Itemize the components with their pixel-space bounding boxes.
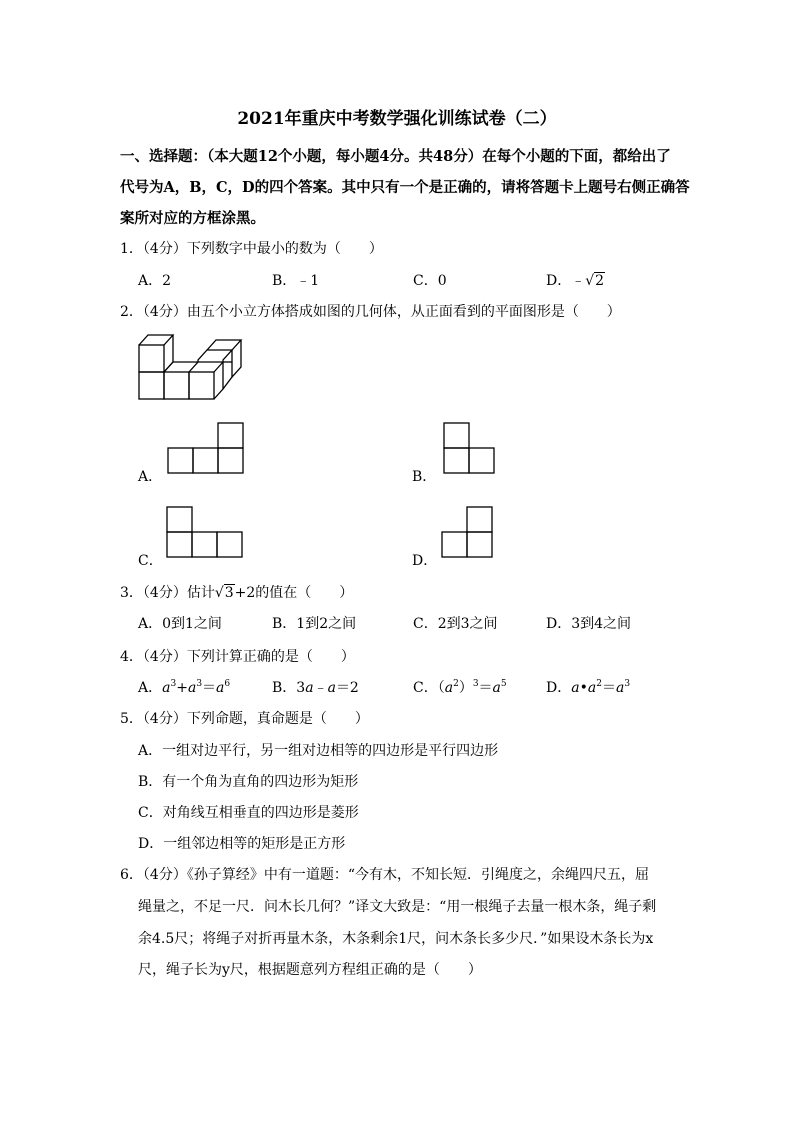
q3-stem-suffix: +2的值在（ ） [234,585,354,601]
q4-option-d-label: D． [546,680,572,696]
q6-line2: 绳量之，不足一尺．问木长几何？”译文大致是：“用一根绳子去量一根木条，绳子剩 [138,899,657,915]
q2-option-c-label: C． [138,553,163,569]
q1-option-b: B．﹣1 [272,273,320,289]
q5-option-d: D．一组邻边相等的矩形是正方形 [138,836,346,852]
q1-option-d-prefix: D．﹣ [546,273,586,289]
q4-option-a: A．$a^3+a^3=a^6$ [138,679,231,696]
q2-option-d-figure [441,505,497,559]
q3-radicand: 3 [224,585,234,601]
q2-option-c-figure [166,505,246,559]
q1-option-a: A．2 [138,273,172,289]
q1-option-d [546,270,605,290]
q5-option-c: C．对角线互相垂直的四边形是菱形 [138,805,359,821]
section-instructions-line1: 一、选择题：（本大题12个小题，每小题4分。共48分）在每个小题的下面，都给出了 [120,148,671,165]
q3-stem-prefix: 3．（4分）估计 [120,585,215,601]
q3-option-d: D．3到4之间 [546,616,632,632]
q4-option-c: C．$(a^2)^3=a^5$ [413,679,507,696]
q1-option-c: C．0 [413,273,447,289]
section-instructions-line2: 代号为A，B，C，D的四个答案。其中只有一个是正确的，请将答题卡上题号右侧正确答 [120,179,690,196]
q2-option-d-label: D． [412,553,438,569]
q4-option-c-label: C． [413,680,438,696]
q6-line4: 尺，绳子长为y尺，根据题意列方程组正确的是（ ） [138,962,482,978]
q4-option-b-label: B． [272,680,297,696]
q3-option-a: A．0到1之间 [138,616,222,632]
q2-option-a-figure [168,421,248,475]
section-instructions-line3: 案所对应的方框涂黑。 [120,210,265,227]
q2-solid-figure [130,330,250,405]
sqrt-symbol: √3 [214,585,234,601]
q2-option-b-figure [443,421,499,475]
q3-stem [120,582,353,602]
sqrt-symbol: √2 [585,273,605,289]
q4-option-a-label: A． [138,680,163,696]
q3-option-b: B．1到2之间 [272,616,357,632]
q5-stem: 5．（4分）下列命题，真命题是（ ） [120,711,369,727]
q6-line3: 余4.5尺；将绳子对折再量木条，木条剩余1尺，问木条长多少尺．”如果设木条长为x [138,931,654,947]
q2-stem: 2．（4分）由五个小立方体搭成如图的几何体，从正面看到的平面图形是（ ） [120,304,621,320]
q4-option-b: B．3a﹣a＝2 [272,680,359,696]
q5-option-b: B．有一个角为直角的四边形为矩形 [138,774,359,790]
q1-stem: 1．（4分）下列数字中最小的数为（ ） [120,241,383,257]
q3-option-c: C．2到3之间 [413,616,498,632]
q2-option-b-label: B． [412,469,437,485]
q1-option-d-radicand: 2 [595,273,605,289]
q2-option-a-label: A． [138,469,163,485]
q6-line1: 6．（4分）《孙子算经》中有一道题：“今有木，不知长短．引绳度之，余绳四尺五，屈 [120,867,649,883]
page-title: 2021年重庆中考数学强化训练试卷（二） [237,109,557,129]
q4-stem: 4．（4分）下列计算正确的是（ ） [120,649,355,665]
q5-option-a: A．一组对边平行，另一组对边相等的四边形是平行四边形 [138,743,499,759]
q4-option-d: D．$a•a^2=a^3$ [546,679,631,696]
